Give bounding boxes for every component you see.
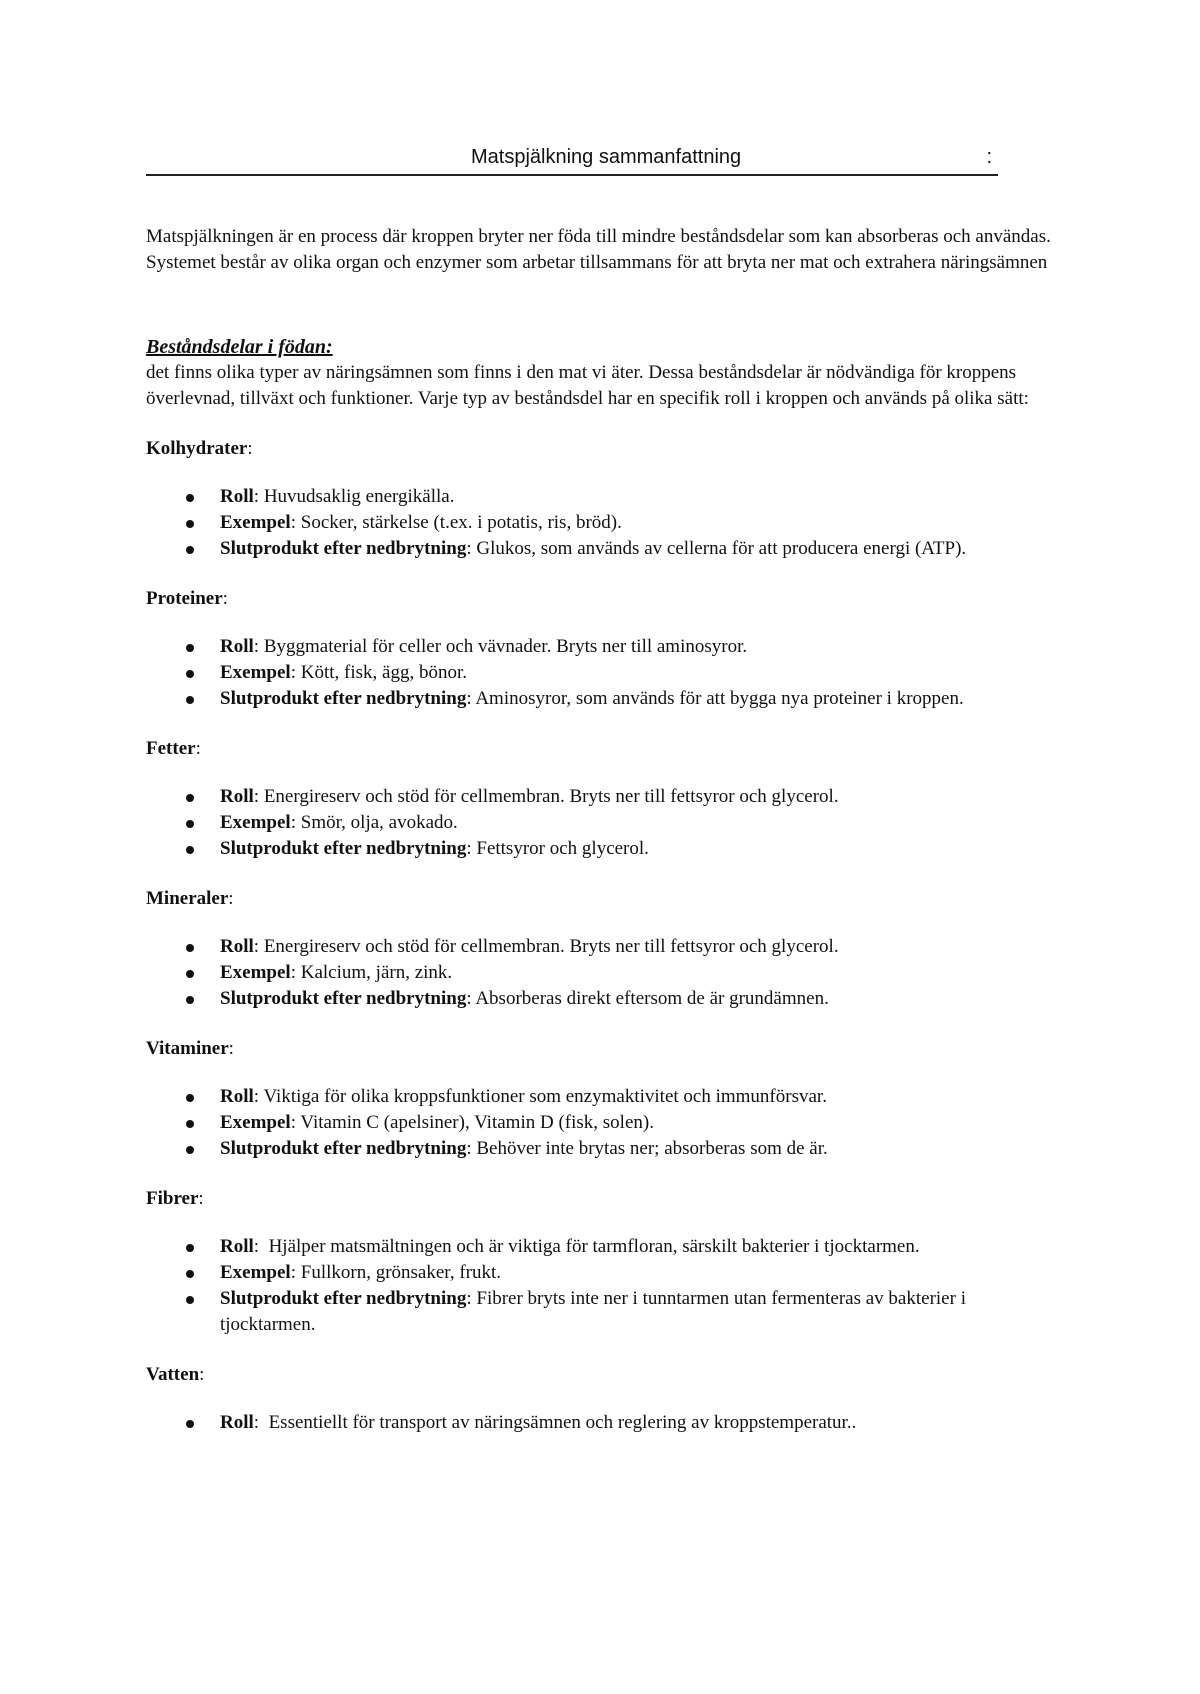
list-item: [146, 660, 1066, 686]
lead-paragraph: det finns olika typer av näringsämnen som finns i den mat vi äter. Dessa beståndsdelar är nödvändiga för kroppens överlevnad, tillväxt och funktioner. Varje typ av beståndsdel har en specifik roll i kroppen och används på olika sätt:: [146, 362, 1029, 409]
bullet-icon: [186, 1146, 194, 1154]
list-item: [146, 836, 1066, 862]
item-label: Exempel: [220, 1112, 291, 1133]
section-heading-text: Mineraler: [146, 888, 229, 909]
list-item: [146, 1234, 1066, 1260]
item-label: Exempel: [220, 512, 291, 533]
list-item: [146, 1136, 1066, 1162]
item-separator: :: [466, 838, 477, 859]
item-text: Energireserv och stöd för cellmembran. Bryts ner till fettsyror och glycerol.: [263, 786, 839, 807]
section-heading-text: Proteiner: [146, 588, 223, 609]
section-heading-colon: :: [247, 438, 253, 459]
item-separator: :: [253, 636, 264, 657]
list-item: [146, 934, 1066, 960]
bullet-icon: [186, 546, 194, 554]
bullet-list: [146, 934, 1066, 1012]
item-text: Behöver inte brytas ner; absorberas som de är.: [476, 1138, 828, 1159]
bullet-icon: [186, 970, 194, 978]
list-item: [146, 1410, 1066, 1436]
bullet-list: [146, 784, 1066, 862]
bullet-icon: [186, 696, 194, 704]
bullet-icon: [186, 1120, 194, 1128]
item-text: Fibrer bryts inte ner i tunntarmen utan fermenteras av bakterier i tjocktarmen.: [220, 1288, 966, 1335]
list-item: [146, 960, 1066, 986]
section-heading-text: Fetter: [146, 738, 196, 759]
bullet-icon: [186, 996, 194, 1004]
item-label: Roll: [220, 1236, 254, 1257]
item-label: Roll: [220, 636, 254, 657]
section-heading-colon: :: [222, 588, 228, 609]
section-heading-colon: :: [228, 888, 234, 909]
item-separator: :: [253, 786, 264, 807]
subheading: Beståndsdelar i födan:: [146, 336, 333, 358]
intro-paragraph: Matspjälkningen är en process där kroppen bryter ner föda till mindre beståndsdelar som kan absorberas och användas. Systemet består av olika organ och enzymer som arbetar tillsammans för att bryta ner mat och extrahera näringsämnen: [146, 226, 1051, 273]
item-separator: :: [466, 538, 477, 559]
item-text: Fettsyror och glycerol.: [476, 838, 649, 859]
section-heading: [146, 586, 1066, 612]
bullet-list: [146, 634, 1066, 712]
item-separator: :: [466, 1288, 477, 1309]
item-label: Exempel: [220, 962, 291, 983]
item-separator: :: [253, 936, 264, 957]
nutrient-section: [146, 886, 1066, 1012]
item-label: Exempel: [220, 812, 291, 833]
section-heading: [146, 1186, 1066, 1212]
nutrient-section: [146, 436, 1066, 562]
item-label: Exempel: [220, 662, 291, 683]
item-separator: :: [290, 1262, 301, 1283]
item-separator: :: [253, 1412, 269, 1433]
item-label: Slutprodukt efter nedbrytning: [220, 1288, 467, 1309]
item-label: Roll: [220, 936, 254, 957]
section-heading-text: Fibrer: [146, 1188, 199, 1209]
bullet-icon: [186, 494, 194, 502]
list-item: [146, 510, 1066, 536]
section-heading-text: Kolhydrater: [146, 438, 248, 459]
nutrient-section: [146, 586, 1066, 712]
nutrient-sections: [146, 436, 1066, 1436]
item-text: Absorberas direkt eftersom de är grundämnen.: [475, 988, 829, 1009]
page-title: Matspjälkning sammanfattning: [471, 146, 742, 168]
section-heading-colon: :: [195, 738, 201, 759]
section-heading-colon: :: [228, 1038, 234, 1059]
item-separator: :: [253, 1086, 264, 1107]
item-text: Kalcium, järn, zink.: [300, 962, 453, 983]
item-separator: :: [466, 688, 476, 709]
item-label: Slutprodukt efter nedbrytning: [220, 838, 467, 859]
section-heading-colon: :: [198, 1188, 204, 1209]
bullet-icon: [186, 1420, 194, 1428]
section-heading: [146, 886, 1066, 912]
item-separator: :: [466, 1138, 477, 1159]
list-item: [146, 810, 1066, 836]
nutrient-section: [146, 736, 1066, 862]
title-line: [146, 144, 998, 176]
item-text: Fullkorn, grönsaker, frukt.: [300, 1262, 502, 1283]
item-label: Slutprodukt efter nedbrytning: [220, 988, 467, 1009]
item-label: Exempel: [220, 1262, 291, 1283]
item-text: Energireserv och stöd för cellmembran. Bryts ner till fettsyror och glycerol.: [263, 936, 839, 957]
bullet-icon: [186, 944, 194, 952]
item-text: Huvudsaklig energikälla.: [263, 486, 455, 507]
item-separator: :: [253, 486, 264, 507]
list-item: [146, 1084, 1066, 1110]
list-item: [146, 986, 1066, 1012]
item-text: Aminosyror, som används för att bygga nya proteiner i kroppen.: [475, 688, 964, 709]
section-heading: [146, 1362, 1066, 1388]
bullet-icon: [186, 820, 194, 828]
title-colon: :: [986, 146, 992, 168]
section-heading-text: Vatten: [146, 1364, 200, 1385]
item-label: Roll: [220, 1086, 254, 1107]
list-item: [146, 1260, 1066, 1286]
bullet-icon: [186, 1270, 194, 1278]
item-text: Vitamin C (apelsiner), Vitamin D (fisk, solen).: [300, 1112, 654, 1133]
item-label: Roll: [220, 1412, 254, 1433]
item-separator: :: [290, 512, 301, 533]
item-text: Kött, fisk, ägg, bönor.: [300, 662, 467, 683]
nutrient-section: [146, 1362, 1066, 1436]
list-item: [146, 1286, 1066, 1338]
section-heading: [146, 736, 1066, 762]
item-label: Slutprodukt efter nedbrytning: [220, 538, 467, 559]
item-label: Slutprodukt efter nedbrytning: [220, 688, 467, 709]
section-heading-text: Vitaminer: [146, 1038, 229, 1059]
item-separator: :: [290, 812, 301, 833]
item-label: Roll: [220, 786, 254, 807]
bullet-icon: [186, 794, 194, 802]
section-heading: [146, 436, 1066, 462]
item-separator: :: [466, 988, 476, 1009]
bullet-icon: [186, 846, 194, 854]
nutrient-section: [146, 1036, 1066, 1162]
item-text: Viktiga för olika kroppsfunktioner som enzymaktivitet och immunförsvar.: [263, 1086, 827, 1107]
section-heading: [146, 1036, 1066, 1062]
item-separator: :: [290, 1112, 301, 1133]
bullet-icon: [186, 1244, 194, 1252]
item-text: Byggmaterial för celler och vävnader. Bryts ner till aminosyror.: [263, 636, 748, 657]
list-item: [146, 484, 1066, 510]
bullet-icon: [186, 1094, 194, 1102]
document-body: [146, 224, 1066, 1436]
bullet-icon: [186, 520, 194, 528]
bullet-icon: [186, 644, 194, 652]
list-item: [146, 686, 1066, 712]
list-item: [146, 1110, 1066, 1136]
bullet-list: [146, 484, 1066, 562]
item-text: Smör, olja, avokado.: [300, 812, 458, 833]
bullet-list: [146, 1084, 1066, 1162]
nutrient-section: [146, 1186, 1066, 1338]
item-text: Hjälper matsmältningen och är viktiga för tarmfloran, särskilt bakterier i tjocktarmen.: [268, 1236, 920, 1257]
list-item: [146, 536, 1066, 562]
list-item: [146, 634, 1066, 660]
item-separator: :: [290, 962, 301, 983]
item-label: Slutprodukt efter nedbrytning: [220, 1138, 467, 1159]
bullet-list: [146, 1410, 1066, 1436]
item-separator: :: [253, 1236, 269, 1257]
item-text: Socker, stärkelse (t.ex. i potatis, ris, bröd).: [300, 512, 622, 533]
bullet-icon: [186, 1296, 194, 1304]
item-separator: :: [290, 662, 301, 683]
list-item: [146, 784, 1066, 810]
item-label: Roll: [220, 486, 254, 507]
item-text: Essentiellt för transport av näringsämnen och reglering av kroppstemperatur..: [268, 1412, 857, 1433]
bullet-list: [146, 1234, 1066, 1338]
bullet-icon: [186, 670, 194, 678]
section-heading-colon: :: [199, 1364, 205, 1385]
item-text: Glukos, som används av cellerna för att producera energi (ATP).: [476, 538, 967, 559]
